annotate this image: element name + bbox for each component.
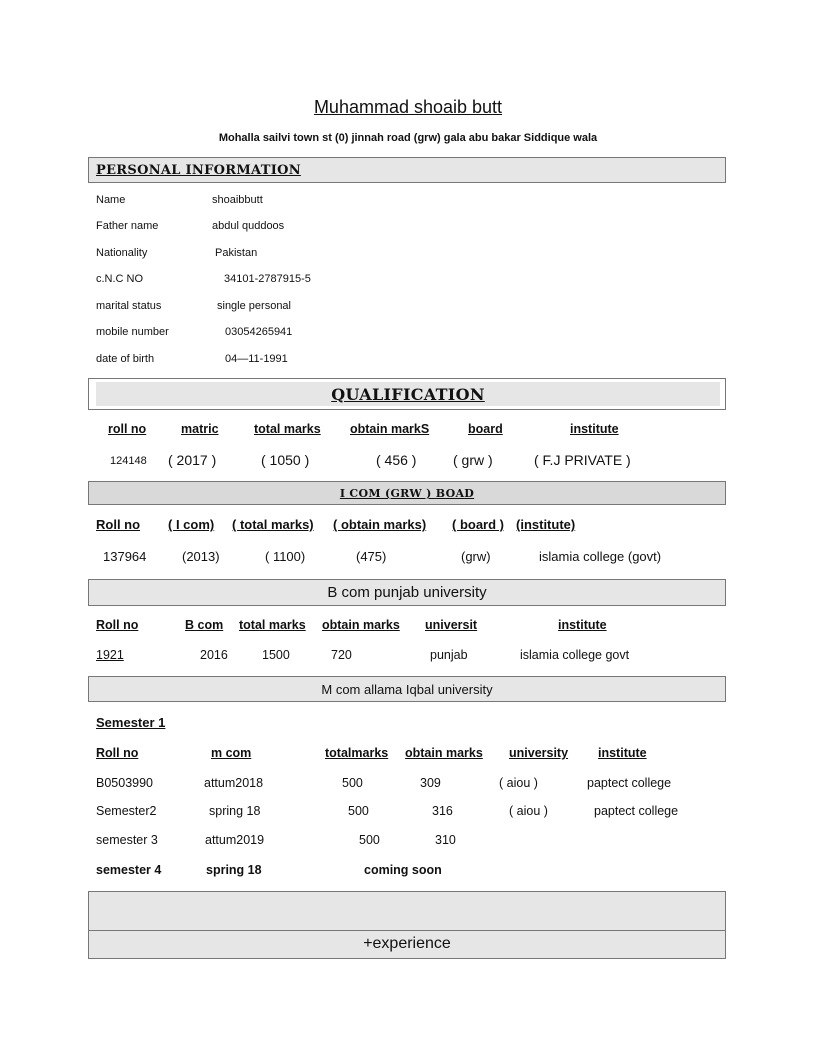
table-cell: spring 18 <box>206 863 262 877</box>
column-header: ( total marks) <box>232 517 314 532</box>
icom-heading-box <box>88 481 726 505</box>
column-header: institute <box>570 422 619 436</box>
table-cell: 310 <box>435 833 456 847</box>
table-cell: ( aiou ) <box>499 776 538 790</box>
personal-value: abdul quddoos <box>212 220 285 232</box>
personal-label: Name <box>96 194 126 206</box>
table-cell: ( 1100) <box>265 549 306 564</box>
personal-value: single personal <box>217 300 291 312</box>
personal-value: 04—11-1991 <box>225 353 288 365</box>
mcom-heading: M com allama Iqbal university <box>321 682 493 697</box>
table-cell: 309 <box>420 776 441 790</box>
table-cell: 500 <box>348 804 369 818</box>
experience-heading-box <box>88 930 726 959</box>
personal-label: c.N.C NO <box>96 273 144 285</box>
column-header: Roll no <box>96 746 139 760</box>
personal-value: Pakistan <box>215 247 258 259</box>
personal-value: 03054265941 <box>225 326 293 338</box>
table-cell: 124148 <box>110 455 147 467</box>
table-cell: semester 3 <box>96 833 158 847</box>
table-cell: ( 2017 ) <box>168 452 217 468</box>
qualification-heading: QUALIFICATION <box>331 385 485 404</box>
column-header: m com <box>211 746 252 760</box>
personal-value: 34101-2787915-5 <box>224 273 311 285</box>
experience-empty-box <box>88 891 726 931</box>
table-cell: punjab <box>430 648 468 662</box>
table-cell: attum2019 <box>205 833 265 847</box>
column-header: matric <box>181 422 219 436</box>
page-title: Muhammad shoaib butt <box>313 97 503 117</box>
column-header: obtain marks <box>322 618 400 632</box>
table-cell: B0503990 <box>96 776 154 790</box>
table-cell: ( aiou ) <box>509 804 548 818</box>
column-header: ( board ) <box>452 517 504 532</box>
column-header: Roll no <box>96 618 139 632</box>
personal-label: mobile number <box>96 326 169 338</box>
personal-info-heading-box <box>88 157 726 183</box>
address-line: Mohalla sailvi town st (0) jinnah road (grw) gala abu bakar Siddique wala <box>218 132 598 144</box>
table-cell: 500 <box>359 833 380 847</box>
table-cell: 2016 <box>200 648 228 662</box>
table-cell: 500 <box>342 776 363 790</box>
mcom-heading-box <box>88 676 726 702</box>
table-cell: paptect college <box>594 804 679 818</box>
table-cell: ( F.J PRIVATE ) <box>534 452 631 468</box>
column-header: obtain markS <box>350 422 430 436</box>
column-header: ( I com) <box>168 517 215 532</box>
table-cell: Semester2 <box>96 804 157 818</box>
column-header: board <box>468 422 503 436</box>
table-cell: attum2018 <box>204 776 264 790</box>
qualification-heading-box <box>88 378 726 410</box>
column-header: institute <box>598 746 647 760</box>
table-cell: 1500 <box>262 648 290 662</box>
table-cell: 1921 <box>96 648 124 662</box>
column-header: B com <box>185 618 224 632</box>
table-cell: paptect college <box>587 776 672 790</box>
semester-label: Semester 1 <box>96 715 166 730</box>
table-cell: 720 <box>331 648 352 662</box>
table-cell: semester 4 <box>96 863 162 877</box>
column-header: ( obtain marks) <box>333 517 427 532</box>
table-cell: ( 456 ) <box>376 452 417 468</box>
icom-heading: I COM (GRW ) BOAD <box>339 487 475 500</box>
column-header: total marks <box>239 618 306 632</box>
table-cell: ( grw ) <box>453 452 493 468</box>
table-cell: ( 1050 ) <box>261 452 310 468</box>
qualification-heading-band <box>96 382 720 406</box>
table-cell: islamia college (govt) <box>539 549 662 564</box>
table-cell: coming soon <box>364 863 442 877</box>
table-cell: 316 <box>432 804 453 818</box>
column-header: Roll no <box>96 517 141 532</box>
personal-info-heading: PERSONAL INFORMATION <box>96 163 301 178</box>
table-cell: (2013) <box>182 549 220 564</box>
column-header: institute <box>558 618 607 632</box>
table-cell: spring 18 <box>209 804 261 818</box>
personal-label: Nationality <box>96 247 148 259</box>
column-header: universit <box>425 618 478 632</box>
column-header: university <box>509 746 569 760</box>
bcom-heading: B com punjab university <box>327 584 487 601</box>
table-cell: 137964 <box>103 549 147 564</box>
personal-label: date of birth <box>96 353 155 365</box>
table-cell: (grw) <box>461 549 491 564</box>
table-cell: (475) <box>356 549 387 564</box>
table-cell: islamia college govt <box>520 648 630 662</box>
column-header: totalmarks <box>325 746 389 760</box>
column-header: roll no <box>108 422 147 436</box>
experience-heading: +experience <box>363 935 451 952</box>
column-header: obtain marks <box>405 746 483 760</box>
bcom-heading-box <box>88 579 726 606</box>
personal-label: Father name <box>96 220 159 232</box>
personal-label: marital status <box>96 300 162 312</box>
personal-value: shoaibbutt <box>212 194 263 206</box>
column-header: (institute) <box>516 517 576 532</box>
column-header: total marks <box>254 422 321 436</box>
